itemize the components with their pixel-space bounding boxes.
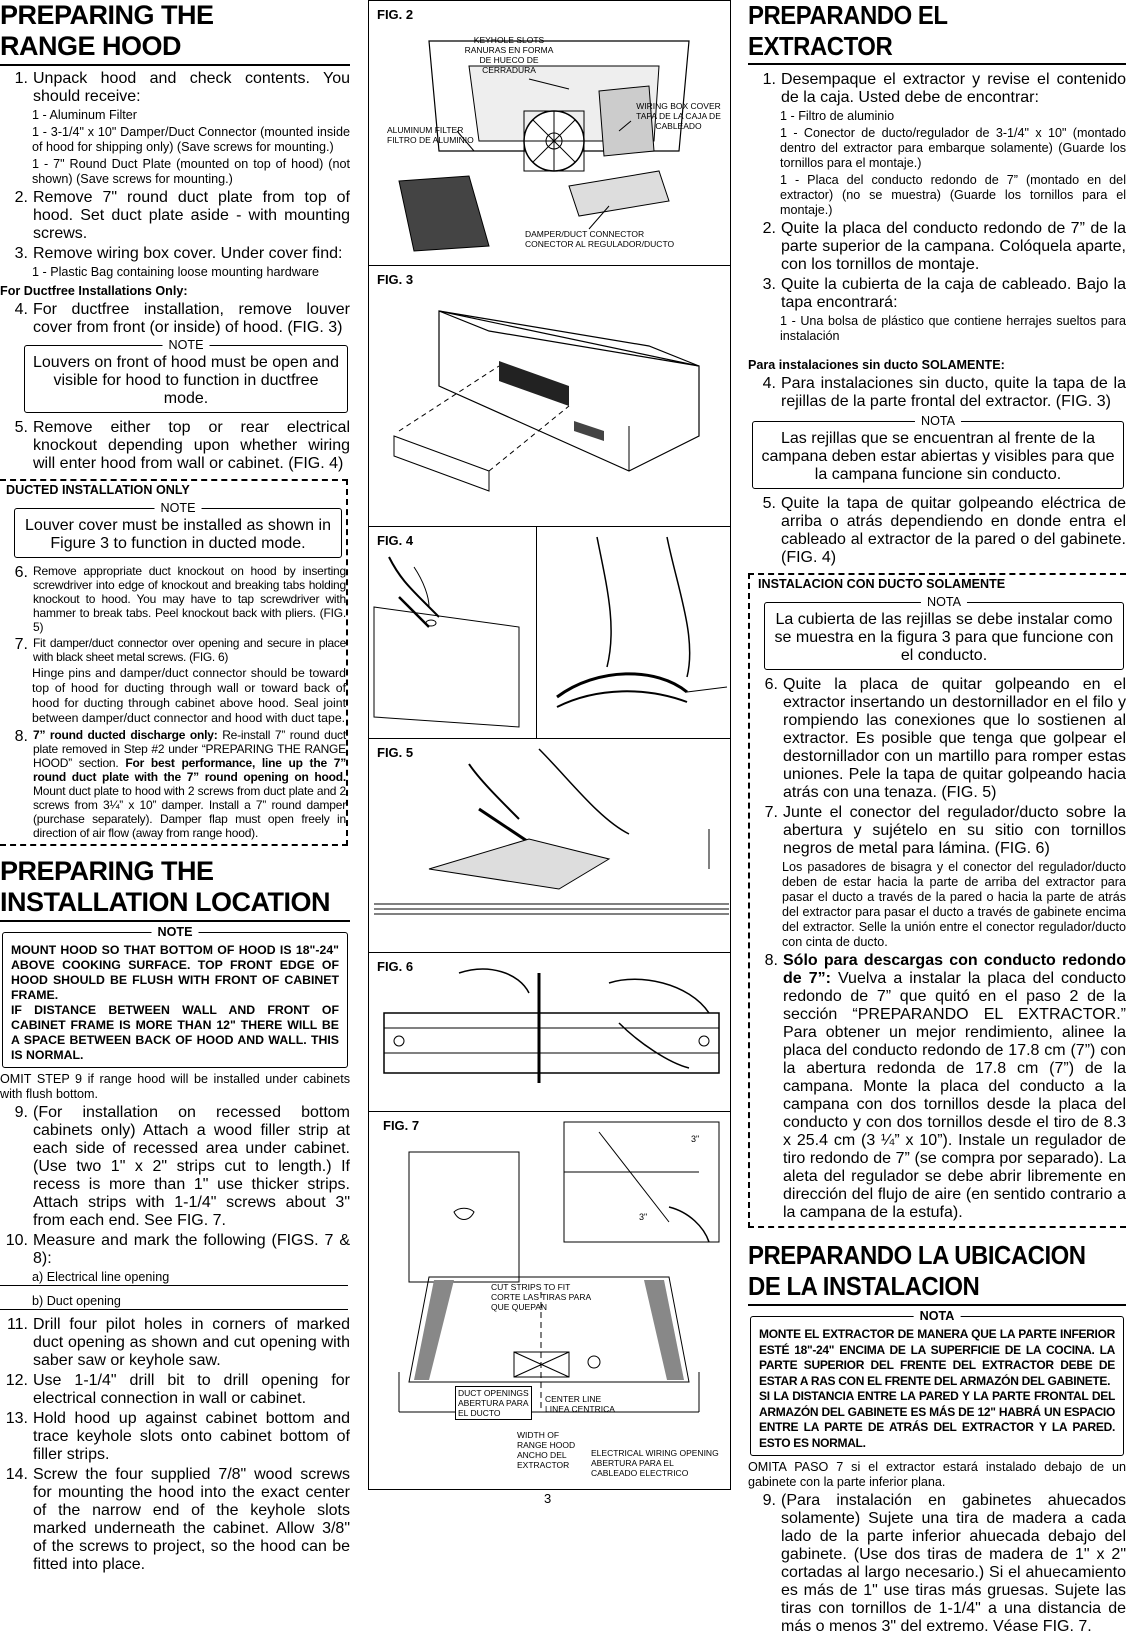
step-1-es-item-filter: 1 - Filtro de aluminio <box>780 109 895 123</box>
step-11: 11. Drill four pilot holes in corners of marked duct opening as shown and cut opening with saber saw or keyhole saw. <box>6 1316 350 1369</box>
step-7-es-detail: Los pasadores de bisagra y el conector del regulador/ducto deben de estar hacia la parte de arriba del extractor para pasar el ducto a través de la pared o hacia la parte de atrás del extractor para pasar el ducto a través de gabinete encima del extractor. Selle la unión entre el conector regulador/ducto con cinta de ducto. <box>782 860 1126 949</box>
fig-7-electrical-caption: ELECTRICAL WIRING OPENING ABERTURA PARA EL CABLEADO ELECTRICO <box>591 1448 719 1478</box>
fig-6-label: FIG. 6 <box>377 959 414 974</box>
fig-6-drawing <box>369 953 732 1113</box>
fig-7-cut-caption: CUT STRIPS TO FIT CORTE LAS TIRAS PARA QUE QUEPAN <box>491 1282 592 1312</box>
fig-7 <box>368 1111 731 1490</box>
fig-7-duct-caption: DUCT OPENINGS ABERTURA PARA EL DUCTO <box>455 1386 532 1420</box>
fig-4-pliers <box>536 526 731 739</box>
fig-7-dim-3b: 3" <box>639 1212 648 1222</box>
fig-2-wiring-caption: WIRING BOX COVER TAPA DE LA CAJA DE CABLEADO <box>636 101 721 131</box>
step-8: 8. 7” round ducted discharge only: Re-install 7” round duct plate removed in Step #2 under “PREPARING THE RANGE HOOD” section. For best performance, line up the 7” round duct plate with the 7” round opening on hood. Mount duct plate to hood with 2 screws from duct plate and 2 screws from 3¼” x 10” damper. Install a 7” round damper (purchase separately). Damper flap must open freely in direction of air flow (away from range hood). <box>14 728 346 840</box>
fig-7-width-caption: WIDTH OF RANGE HOOD ANCHO DEL EXTRACTOR <box>517 1430 576 1470</box>
step-1-item-filter: 1 - Aluminum Filter <box>32 108 137 122</box>
step-10b: b) Duct opening <box>0 1294 348 1310</box>
step-6: 6. Remove appropriate duct knockout on hood by inserting screwdriver into edge of knockout and breaking tabs holding knockout to hood. You may have to tap screwdriver with hammer to break tabs. Peel knockout back with pliers. (FIG. 5) <box>14 564 346 634</box>
step-1-es-item-plate: 1 - Placa del conducto redondo de 7” (montado en del extractor) (no se muestra) (Guarde los tornillos para el montaje.) <box>780 173 1126 217</box>
note-monte-extractor: NOTA MONTE EL EXTRACTOR DE MANERA QUE LA PARTE INFERIOR ESTÉ 18"-24" ENCIMA DE LA SUPERFICIE DE LA COCINA. LA PARTE SUPERIOR DEL FRENTE DEL EXTRACTOR DEBE DE ESTAR A RAS CON EL FRENTE DEL ARMAZÓN DEL GABINETE. SI LA DISTANCIA ENTRE LA PARED Y LA PARTE FRONTAL DEL ARMAZÓN DEL GABINETE ES MÁS DE 12" HABRÁ UN ESPACIO ENTRE LA PARTE DE ATRÁS DEL EXTRACTOR Y LA PARED. ESTO ES NORMAL. <box>750 1316 1124 1456</box>
fig-4b-drawing <box>537 527 732 740</box>
heading-preparando-extractor: PREPARANDO EL EXTRACTOR <box>748 0 948 61</box>
step-12: 12. Use 1-1/4" drill bit to drill opening for electrical connection in wall or cabinet. <box>5 1372 350 1407</box>
step-3-es: 3. Quite la cubierta de la caja de cableado. Bajo la tapa encontrará: <box>762 276 1126 311</box>
fig-4-label: FIG. 4 <box>377 533 414 548</box>
omit-step-9: OMIT STEP 9 if range hood will be installed under cabinets with flush bottom. <box>0 1072 350 1101</box>
ducted-heading: DUCTED INSTALLATION ONLY <box>6 483 190 497</box>
fig-5-label: FIG. 5 <box>377 745 414 760</box>
step-14: 14. Screw the four supplied 7/8" wood screws for mounting the hood into the exact center of the narrow end of the keyhole slots marked underneath the cabinet. Allow 3/8" of the screws to project, so the hood can be fitted into place. <box>5 1466 350 1573</box>
heading-preparando-ubicacion: PREPARANDO LA UBICACION DE LA INSTALACION <box>748 1240 1086 1301</box>
omita-paso-7: OMITA PASO 7 si el extractor estará instalado debajo de un gabinete con la parte inferior plana. <box>748 1460 1126 1489</box>
fig-2-keyhole-caption: KEYHOLE SLOTS RANURAS EN FORMA DE HUECO DE CERRADURA <box>464 35 554 75</box>
step-6-es: 6. Quite la placa de quitar golpeando en el extractor insertando un destornillador en el filo y rompiendo las conexiones que lo sostienen al extractor. Es posible que tenga que golpear el destornillador con un martillo para romper estas uniones. Pele la tapa de quitar golpeando hacia atrás con una tenaza. (FIG. 5) <box>764 676 1126 801</box>
fig-4 <box>368 526 537 739</box>
fig-5 <box>368 738 731 953</box>
step-1-item-duct-plate: 1 - 7" Round Duct Plate (mounted on top of hood) (not shown) (Save screws for mounting.) <box>32 157 350 186</box>
step-9-es: 9. (Para instalación en gabinetes ahuecados solamente) Sujete una tira de madera a cada lado de la parte inferior ahuecada debajo del gabinete. (Use dos tiras de madera de 1" x 2" cortadas al largo necesario.) Si el ahuecamiento es más de 1" use tiras más gruesas. Sujete las tiras con tornillos de 1-1/4" a una distancia de más o menos 3" del extremo. Véase FIG. 7. <box>762 1492 1126 1635</box>
fig-3 <box>368 265 731 527</box>
note-louvers: NOTE Louvers on front of hood must be open and visible for hood to function in ductfree mode. <box>24 345 348 413</box>
step-1-es-item-damper: 1 - Conector de ducto/regulador de 3-1/4" x 10" (montado dentro del extractor para embarque solamente) (Guarde los tornillos para el montaje.) <box>780 126 1126 170</box>
step-4: 4. For ductfree installation, remove louver cover from front (or inside) of hood. (FIG. 3) <box>14 301 350 336</box>
fig-2-label: FIG. 2 <box>377 7 414 22</box>
note-rejillas: NOTA Las rejillas que se encuentran al frente de la campana deben estar abiertas y visibles para que la campana funcione sin conducto. <box>752 421 1124 489</box>
heading-preparing-installation-location: PREPARING THE INSTALLATION LOCATION <box>0 856 330 917</box>
note-mount-height: NOTE MOUNT HOOD SO THAT BOTTOM OF HOOD IS 18"-24" ABOVE COOKING SURFACE. TOP FRONT EDGE OF HOOD SHOULD BE FLUSH WITH FRONT OF CABINET FRAME. IF DISTANCE BETWEEN WALL AND FRONT OF CABINET FRAME IS MORE THAN 12" THERE WILL BE A SPACE BETWEEN BACK OF HOOD AND WALL. THIS IS NORMAL. <box>2 932 348 1068</box>
step-8-es: 8. Sólo para descargas con conducto redondo de 7”: Vuelva a instalar la placa del conducto redondo de 7” que quitó en el paso 2 de la sección “PREPARANDO EL EXTRACTOR.” Para obtener un mejor rendimiento, alinee la placa del conducto redondo de 17.8 cm (7”) con la abertura redonda de 17.8 cm (7”) de la campana. Monte la placa del conducto a la campana con dos tornillos desde la placa del conducto y con dos tornillos desde el tiro de 8.3 x 25.4 cm (3 ¼” x 10”). Instale un regulador de tiro redondo de 7” (se compra por separado). La aleta del regulador se debe abrir libremente en dirección del flujo de aire (en sentido contrario a la campana de la estufa). <box>764 952 1126 1221</box>
step-2-es: 2. Quite la placa del conducto redondo de 7” de la parte superior de la campana. Colóquela aparte, con los tornillos de montaje. <box>762 220 1126 273</box>
english-column <box>0 0 350 1574</box>
fig-7-label: FIG. 7 <box>383 1118 420 1133</box>
step-3-item: 1 - Plastic Bag containing loose mounting hardware <box>32 265 320 279</box>
step-13: 13. Hold hood up against cabinet bottom and trace keyhole slots onto cabinet bottom of filler strips. <box>5 1410 350 1463</box>
step-5: 5. Remove either top or rear electrical knockout depending upon whether wiring will enter hood from wall or cabinet. (FIG. 4) <box>14 419 350 472</box>
fig-3-drawing <box>369 266 732 528</box>
step-7-es: 7. Junte el conector del regulador/ducto sobre la abertura y sujételo en su sitio con tornillos negros de metal para lámina. (FIG. 6) <box>764 804 1126 857</box>
step-3: 3. Remove wiring box cover. Under cover find: <box>14 245 343 262</box>
page-number: 3 <box>544 1491 552 1506</box>
note-louver-cover: NOTE Louver cover must be installed as shown in Figure 3 to function in ducted mode. <box>14 508 342 558</box>
spanish-column <box>748 0 1126 1636</box>
step-7-detail: Hinge pins and damper/duct connector should be toward top of hood for ducting through wall or toward back of hood for ducting through cabinet above hood. Seal joint between damper/duct connector and hood with duct tape. <box>32 666 346 725</box>
step-9: 9. (For installation on recessed bottom cabinets only) Attach a wood filler strip at each side of recessed area under cabinet. (Use two 1" x 2" strips cut to length.) If recess is more than 1" use thicker strips. Attach strips with 1-1/4" screws about 3" from each end. See FIG. 7. <box>14 1104 350 1229</box>
step-3-es-item: 1 - Una bolsa de plástico que contiene herrajes sueltos para instalación <box>780 314 1126 343</box>
fig-7-center-caption: CENTER LINE LINEA CENTRICA <box>545 1394 615 1414</box>
step-1: 1. Unpack hood and check contents. You should receive: <box>14 70 350 105</box>
step-1-item-damper: 1 - 3-1/4" x 10" Damper/Duct Connector (mounted inside of hood for shipping only) (Save screws for mounting.) <box>32 125 350 154</box>
figures-column <box>368 0 731 1506</box>
fig-2-damper-caption: DAMPER/DUCT CONNECTOR CONECTOR AL REGULADOR/DUCTO <box>525 229 675 249</box>
ducted-heading-es: INSTALACION CON DUCTO SOLAMENTE <box>758 577 1006 591</box>
ducted-installation-box-es <box>748 573 1126 1228</box>
step-7: 7. Fit damper/duct connector over opening and secure in place with black sheet metal screws. (FIG. 6) <box>14 636 346 664</box>
heading-preparing-range-hood: PREPARING THE RANGE HOOD <box>0 0 214 61</box>
fig-4a-drawing <box>369 527 538 740</box>
fig-5-drawing <box>369 739 732 954</box>
ductfree-heading-es: Para instalaciones sin ducto SOLAMENTE: <box>748 358 1005 372</box>
fig-6 <box>368 952 731 1112</box>
step-10a: a) Electrical line opening <box>0 1270 348 1286</box>
step-4-es: 4. Para instalaciones sin ducto, quite la tapa de la rejillas de la parte frontal del extractor. (FIG. 3) <box>762 375 1126 410</box>
step-5-es: 5. Quite la tapa de quitar golpeando eléctrica de arriba o atrás dependiendo en donde entra el cableado al extractor de la pared o del gabinete. (FIG. 4) <box>762 495 1126 566</box>
note-cubierta: NOTA La cubierta de las rejillas se debe instalar como se muestra en la figura 3 para que funcione con el conducto. <box>764 602 1124 670</box>
step-2: 2. Remove 7" round duct plate from top of hood. Set duct plate aside - with mounting screws. <box>14 189 350 242</box>
fig-3-label: FIG. 3 <box>377 272 414 287</box>
step-1-es: 1. Desempaque el extractor y revise el contenido de la caja. Usted debe de encontrar: <box>762 71 1126 106</box>
fig-2 <box>368 0 731 266</box>
step-10: 10. Measure and mark the following (FIGS. 7 & 8): <box>5 1232 350 1267</box>
ductfree-heading: For Ductfree Installations Only: <box>0 284 188 298</box>
fig-2-filter-caption: ALUMINUM FILTER FILTRO DE ALUMINIO <box>387 125 474 145</box>
fig-7-dim-3a: 3" <box>691 1134 700 1144</box>
ducted-installation-box <box>0 479 348 846</box>
